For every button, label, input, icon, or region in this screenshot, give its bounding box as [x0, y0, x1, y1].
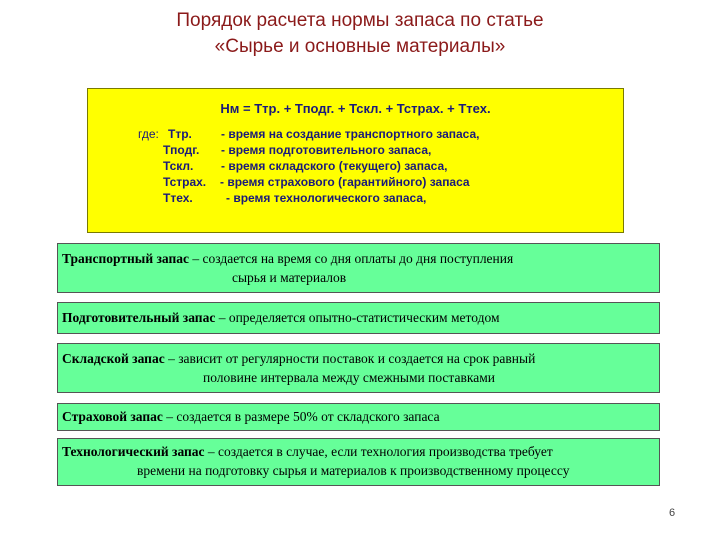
- reserve-text: – определяется опытно-статистическим методом: [215, 310, 500, 325]
- slide-title: [0, 8, 720, 60]
- definition-term: Ттех.: [163, 191, 193, 205]
- definition-item: [138, 127, 480, 141]
- reserve-warehouse: [57, 343, 660, 393]
- definition-text: - время складского (текущего) запаса,: [221, 159, 448, 173]
- definition-text: - время подготовительного запаса,: [221, 143, 432, 157]
- reserve-insurance: [57, 403, 660, 431]
- reserve-term: Складской запас: [62, 351, 165, 366]
- page-number: 6: [669, 507, 676, 519]
- reserve-text: – создается в случае, если технология производства требует: [204, 444, 553, 459]
- title-line-2: «Сырье и основные материалы»: [214, 36, 506, 57]
- definition-term: Ттр.: [168, 127, 192, 141]
- formula: Нм = Ттр. + Тподг. + Тскл. + Тстрах. + Ттех.: [220, 101, 491, 116]
- reserve-text: – зависит от регулярности поставок и создается на срок равный: [164, 351, 536, 366]
- title-line-1: Порядок расчета нормы запаса по статье: [176, 10, 544, 31]
- definition-term: Тподг.: [163, 143, 200, 157]
- reserve-text: – создается в размере 50% от складского запаса: [162, 409, 440, 424]
- reserve-text-continued: времени на подготовку сырья и материалов к производственному процессу: [137, 463, 570, 478]
- reserve-term: Технологический запас: [62, 444, 205, 459]
- definition-text: - время страхового (гарантийного) запаса: [220, 175, 470, 189]
- formula-box: [87, 88, 624, 233]
- definition-text: - время на создание транспортного запаса,: [221, 127, 480, 141]
- definition-term: Тскл.: [163, 159, 194, 173]
- reserve-term: Страховой запас: [62, 409, 163, 424]
- reserve-transport: [57, 243, 660, 293]
- reserve-technological: [57, 438, 660, 486]
- reserve-text-continued: сырья и материалов: [232, 270, 347, 285]
- reserve-text: – создается на время со дня оплаты до дня поступления: [189, 251, 514, 266]
- reserve-preparatory: [57, 302, 660, 334]
- definition-prefix: где:: [138, 127, 159, 141]
- reserve-term: Транспортный запас: [62, 251, 189, 266]
- definition-text: - время технологического запаса,: [226, 191, 427, 205]
- definition-term: Тстрах.: [163, 175, 207, 189]
- reserve-term: Подготовительный запас: [62, 310, 216, 325]
- reserve-text-continued: половине интервала между смежными поставками: [203, 370, 495, 385]
